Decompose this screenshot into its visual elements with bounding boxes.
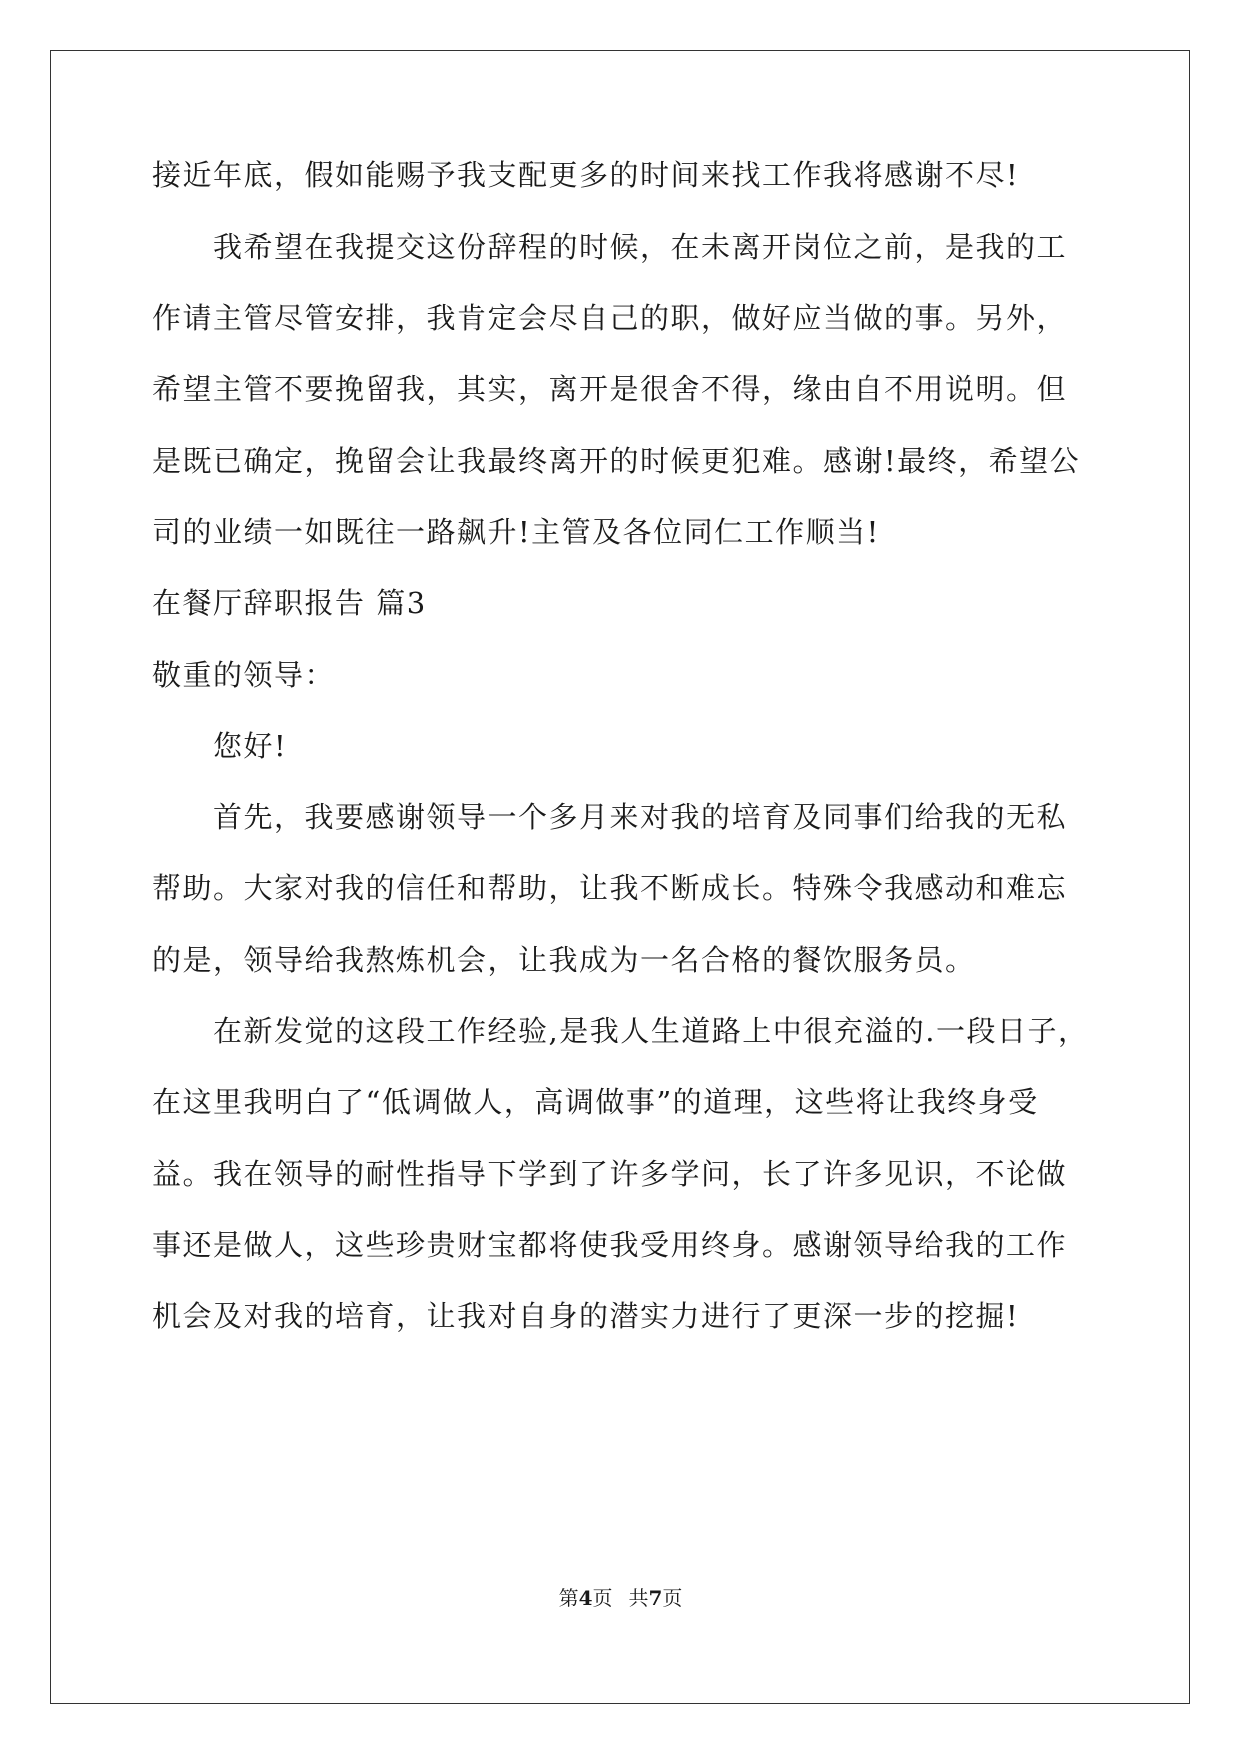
page-footer xyxy=(0,1584,1241,1612)
text-line: 希望主管不要挽留我，其实，离开是很舍不得，缘由自不用说明。但 xyxy=(152,372,1068,406)
text-line: 作请主管尽管安排，我肯定会尽自己的职，做好应当做的事。另外， xyxy=(152,301,1068,335)
text-line: 司的业绩一如既往一路飙升!主管及各位同仁工作顺当! xyxy=(152,515,880,549)
total-prefix: 共 xyxy=(628,1586,649,1610)
text-line: 我希望在我提交这份辞程的时候，在未离开岗位之前，是我的工 xyxy=(213,230,1068,264)
text-line: 事还是做人，这些珍贵财宝都将使我受用终身。感谢领导给我的工作 xyxy=(152,1228,1068,1262)
total-page-number: 7 xyxy=(648,1586,663,1610)
text-line: 的是，领导给我熬炼机会，让我成为一名合格的餐饮服务员。 xyxy=(152,943,976,977)
text-line: 首先，我要感谢领导一个多月来对我的培育及同事们给我的无私 xyxy=(213,800,1068,834)
text-line: 接近年底，假如能赐予我支配更多的时间来找工作我将感谢不尽! xyxy=(152,158,1020,192)
text-line: 益。我在领导的耐性指导下学到了许多学问，长了许多见识，不论做 xyxy=(152,1157,1068,1191)
current-page-number: 4 xyxy=(578,1586,593,1610)
text-line: 机会及对我的培育，让我对自身的潜实力进行了更深一步的挖掘! xyxy=(152,1299,1020,1333)
section-heading: 在餐厅辞职报告 篇3 xyxy=(152,586,427,620)
salutation: 敬重的领导： xyxy=(152,658,336,692)
text-line: 在新发觉的这段工作经验,是我人生道路上中很充溢的.一段日子， xyxy=(213,1014,1089,1048)
page-suffix: 页 xyxy=(592,1586,613,1610)
text-line: 帮助。大家对我的信任和帮助，让我不断成长。特殊令我感动和难忘 xyxy=(152,871,1068,905)
total-suffix: 页 xyxy=(662,1586,683,1610)
greeting: 您好! xyxy=(213,729,288,763)
page-prefix: 第 xyxy=(558,1586,579,1610)
text-line: 在这里我明白了“低调做人，高调做事”的道理，这些将让我终身受 xyxy=(152,1085,1039,1119)
text-line: 是既已确定，挽留会让我最终离开的时候更犯难。感谢!最终，希望公 xyxy=(152,444,1081,478)
